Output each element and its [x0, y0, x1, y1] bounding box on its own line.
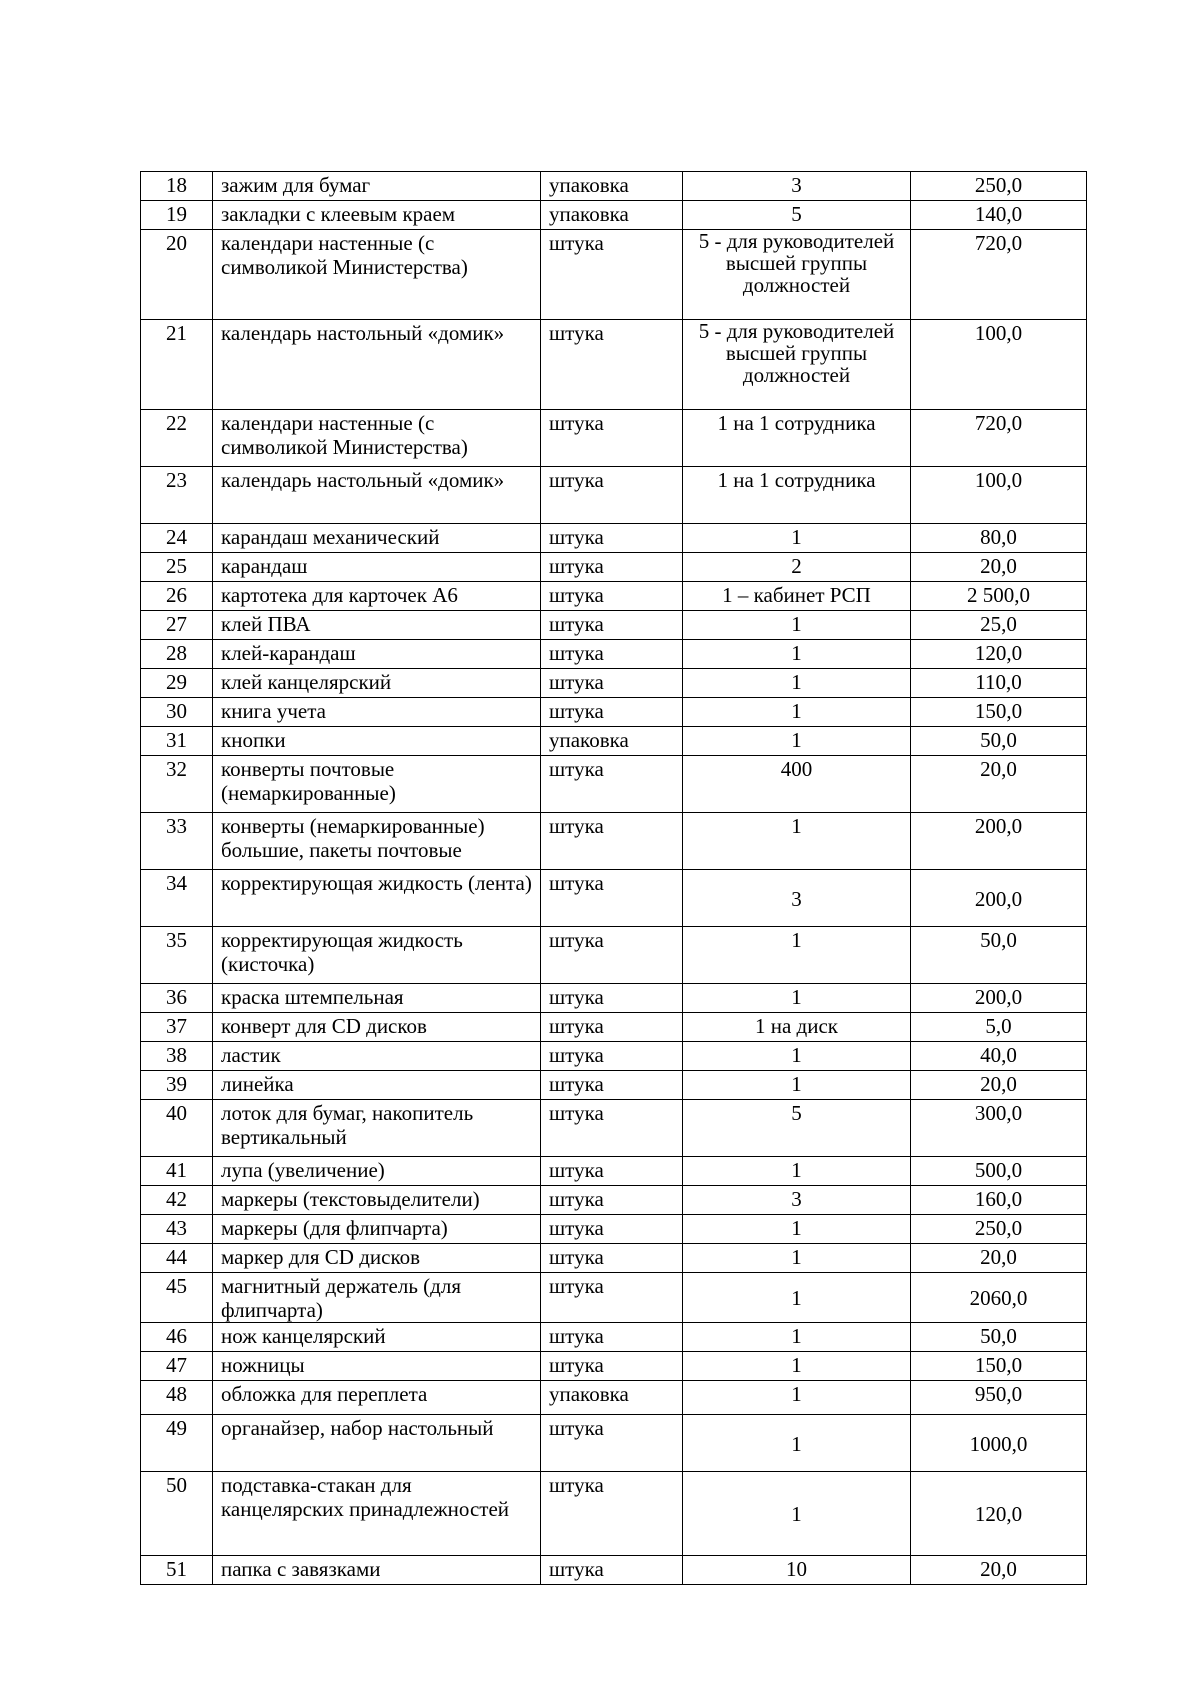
item-name-cell: маркеры (текстовыделители) — [213, 1186, 541, 1215]
item-name-cell: конверты (немаркированные) большие, пакеты почтовые — [213, 813, 541, 870]
row-number-cell: 47 — [141, 1352, 213, 1381]
item-name-cell: клей-карандаш — [213, 640, 541, 669]
price-cell: 80,0 — [911, 524, 1087, 553]
table-row — [141, 698, 1087, 727]
unit-of-measure-cell: штука — [541, 927, 683, 984]
quantity-cell: 1 — [683, 1323, 911, 1352]
row-number-cell: 26 — [141, 582, 213, 611]
price-cell: 950,0 — [911, 1381, 1087, 1415]
item-name-cell: календарь настольный «домик» — [213, 320, 541, 410]
item-name-cell: карандаш — [213, 553, 541, 582]
row-number-cell: 18 — [141, 172, 213, 201]
unit-of-measure-cell: штука — [541, 1157, 683, 1186]
table-row — [141, 611, 1087, 640]
item-name-cell: обложка для переплета — [213, 1381, 541, 1415]
quantity-cell: 1 — [683, 727, 911, 756]
unit-of-measure-cell: штука — [541, 1215, 683, 1244]
row-number-cell: 39 — [141, 1071, 213, 1100]
quantity-cell: 1 — [683, 1071, 911, 1100]
quantity-cell: 1 — [683, 669, 911, 698]
table-row — [141, 1323, 1087, 1352]
price-cell: 300,0 — [911, 1100, 1087, 1157]
row-number-cell: 25 — [141, 553, 213, 582]
price-cell: 250,0 — [911, 172, 1087, 201]
row-number-cell: 32 — [141, 756, 213, 813]
quantity-cell: 2 — [683, 553, 911, 582]
row-number-cell: 21 — [141, 320, 213, 410]
table-row — [141, 172, 1087, 201]
item-name-cell: ножницы — [213, 1352, 541, 1381]
quantity-cell: 1 — [683, 1244, 911, 1273]
price-cell: 250,0 — [911, 1215, 1087, 1244]
quantity-cell: 5 - для руководителей высшей группы должностей — [683, 320, 911, 410]
unit-of-measure-cell: штука — [541, 640, 683, 669]
row-number-cell: 33 — [141, 813, 213, 870]
unit-of-measure-cell: штука — [541, 1323, 683, 1352]
quantity-cell: 1 на 1 сотрудника — [683, 467, 911, 524]
quantity-cell: 3 — [683, 870, 911, 927]
item-name-cell: подставка-стакан для канцелярских принадлежностей — [213, 1472, 541, 1556]
table-row — [141, 1381, 1087, 1415]
item-name-cell: ластик — [213, 1042, 541, 1071]
unit-of-measure-cell: упаковка — [541, 727, 683, 756]
row-number-cell: 38 — [141, 1042, 213, 1071]
row-number-cell: 41 — [141, 1157, 213, 1186]
unit-of-measure-cell: упаковка — [541, 201, 683, 230]
item-name-cell: календари настенные (с символикой Министерства) — [213, 230, 541, 320]
row-number-cell: 46 — [141, 1323, 213, 1352]
price-cell: 100,0 — [911, 467, 1087, 524]
item-name-cell: корректирующая жидкость (кисточка) — [213, 927, 541, 984]
unit-of-measure-cell: штука — [541, 230, 683, 320]
price-cell: 140,0 — [911, 201, 1087, 230]
quantity-cell: 1 — [683, 1215, 911, 1244]
item-name-cell: маркер для CD дисков — [213, 1244, 541, 1273]
unit-of-measure-cell: штука — [541, 1273, 683, 1323]
price-cell: 160,0 — [911, 1186, 1087, 1215]
row-number-cell: 43 — [141, 1215, 213, 1244]
price-cell: 50,0 — [911, 927, 1087, 984]
price-cell: 2060,0 — [911, 1273, 1087, 1323]
quantity-cell: 5 — [683, 1100, 911, 1157]
item-name-cell: конверт для CD дисков — [213, 1013, 541, 1042]
price-cell: 150,0 — [911, 698, 1087, 727]
supplies-table-body — [141, 172, 1087, 1585]
table-row — [141, 927, 1087, 984]
quantity-cell: 3 — [683, 1186, 911, 1215]
table-row — [141, 1244, 1087, 1273]
row-number-cell: 24 — [141, 524, 213, 553]
table-row — [141, 320, 1087, 410]
price-cell: 40,0 — [911, 1042, 1087, 1071]
row-number-cell: 40 — [141, 1100, 213, 1157]
table-row — [141, 410, 1087, 467]
table-row — [141, 640, 1087, 669]
quantity-cell: 1 — [683, 813, 911, 870]
table-row — [141, 1273, 1087, 1323]
price-cell: 200,0 — [911, 870, 1087, 927]
table-row — [141, 813, 1087, 870]
item-name-cell: папка с завязками — [213, 1556, 541, 1585]
item-name-cell: клей канцелярский — [213, 669, 541, 698]
quantity-cell: 1 на диск — [683, 1013, 911, 1042]
table-row — [141, 230, 1087, 320]
unit-of-measure-cell: штука — [541, 553, 683, 582]
quantity-cell: 3 — [683, 172, 911, 201]
item-name-cell: закладки с клеевым краем — [213, 201, 541, 230]
quantity-cell: 1 — [683, 1352, 911, 1381]
quantity-cell: 1 — [683, 1273, 911, 1323]
row-number-cell: 19 — [141, 201, 213, 230]
unit-of-measure-cell: штука — [541, 870, 683, 927]
unit-of-measure-cell: штука — [541, 1042, 683, 1071]
quantity-cell: 1 — [683, 611, 911, 640]
row-number-cell: 31 — [141, 727, 213, 756]
quantity-cell: 1 — [683, 1157, 911, 1186]
item-name-cell: зажим для бумаг — [213, 172, 541, 201]
table-row — [141, 1415, 1087, 1472]
item-name-cell: карандаш механический — [213, 524, 541, 553]
price-cell: 2 500,0 — [911, 582, 1087, 611]
quantity-cell: 1 — [683, 524, 911, 553]
supplies-table — [140, 171, 1087, 1585]
row-number-cell: 44 — [141, 1244, 213, 1273]
row-number-cell: 51 — [141, 1556, 213, 1585]
row-number-cell: 37 — [141, 1013, 213, 1042]
unit-of-measure-cell: штука — [541, 524, 683, 553]
unit-of-measure-cell: штука — [541, 1100, 683, 1157]
item-name-cell: линейка — [213, 1071, 541, 1100]
item-name-cell: кнопки — [213, 727, 541, 756]
table-row — [141, 1157, 1087, 1186]
row-number-cell: 49 — [141, 1415, 213, 1472]
table-row — [141, 1352, 1087, 1381]
row-number-cell: 42 — [141, 1186, 213, 1215]
item-name-cell: магнитный держатель (для флипчарта) — [213, 1273, 541, 1323]
table-row — [141, 756, 1087, 813]
table-row — [141, 727, 1087, 756]
unit-of-measure-cell: штука — [541, 410, 683, 467]
row-number-cell: 34 — [141, 870, 213, 927]
unit-of-measure-cell: штука — [541, 984, 683, 1013]
unit-of-measure-cell: штука — [541, 611, 683, 640]
table-row — [141, 669, 1087, 698]
unit-of-measure-cell: штука — [541, 1415, 683, 1472]
unit-of-measure-cell: штука — [541, 669, 683, 698]
price-cell: 110,0 — [911, 669, 1087, 698]
table-row — [141, 1215, 1087, 1244]
unit-of-measure-cell: упаковка — [541, 172, 683, 201]
quantity-cell: 1 на 1 сотрудника — [683, 410, 911, 467]
unit-of-measure-cell: штука — [541, 813, 683, 870]
quantity-cell: 10 — [683, 1556, 911, 1585]
table-row — [141, 1013, 1087, 1042]
unit-of-measure-cell: штука — [541, 1472, 683, 1556]
item-name-cell: нож канцелярский — [213, 1323, 541, 1352]
table-row — [141, 984, 1087, 1013]
unit-of-measure-cell: штука — [541, 1071, 683, 1100]
price-cell: 20,0 — [911, 1071, 1087, 1100]
quantity-cell: 5 — [683, 201, 911, 230]
row-number-cell: 28 — [141, 640, 213, 669]
quantity-cell: 1 — [683, 1415, 911, 1472]
quantity-cell: 1 — [683, 984, 911, 1013]
table-row — [141, 1556, 1087, 1585]
row-number-cell: 22 — [141, 410, 213, 467]
row-number-cell: 48 — [141, 1381, 213, 1415]
price-cell: 5,0 — [911, 1013, 1087, 1042]
unit-of-measure-cell: штука — [541, 698, 683, 727]
quantity-cell: 1 – кабинет РСП — [683, 582, 911, 611]
unit-of-measure-cell: штука — [541, 320, 683, 410]
unit-of-measure-cell: штука — [541, 1186, 683, 1215]
quantity-cell: 1 — [683, 698, 911, 727]
price-cell: 120,0 — [911, 1472, 1087, 1556]
row-number-cell: 36 — [141, 984, 213, 1013]
quantity-cell: 1 — [683, 1472, 911, 1556]
row-number-cell: 29 — [141, 669, 213, 698]
quantity-cell: 1 — [683, 640, 911, 669]
item-name-cell: календари настенные (с символикой Министерства) — [213, 410, 541, 467]
row-number-cell: 30 — [141, 698, 213, 727]
price-cell: 20,0 — [911, 1556, 1087, 1585]
unit-of-measure-cell: штука — [541, 467, 683, 524]
price-cell: 100,0 — [911, 320, 1087, 410]
price-cell: 1000,0 — [911, 1415, 1087, 1472]
table-row — [141, 201, 1087, 230]
price-cell: 50,0 — [911, 1323, 1087, 1352]
item-name-cell: картотека для карточек А6 — [213, 582, 541, 611]
item-name-cell: лупа (увеличение) — [213, 1157, 541, 1186]
item-name-cell: лоток для бумаг, накопитель вертикальный — [213, 1100, 541, 1157]
table-row — [141, 582, 1087, 611]
row-number-cell: 50 — [141, 1472, 213, 1556]
item-name-cell: маркеры (для флипчарта) — [213, 1215, 541, 1244]
item-name-cell: конверты почтовые (немаркированные) — [213, 756, 541, 813]
table-row — [141, 524, 1087, 553]
row-number-cell: 23 — [141, 467, 213, 524]
item-name-cell: клей ПВА — [213, 611, 541, 640]
unit-of-measure-cell: штука — [541, 1244, 683, 1273]
row-number-cell: 20 — [141, 230, 213, 320]
price-cell: 200,0 — [911, 813, 1087, 870]
item-name-cell: краска штемпельная — [213, 984, 541, 1013]
item-name-cell: органайзер, набор настольный — [213, 1415, 541, 1472]
price-cell: 25,0 — [911, 611, 1087, 640]
table-row — [141, 1186, 1087, 1215]
unit-of-measure-cell: штука — [541, 1352, 683, 1381]
table-row — [141, 870, 1087, 927]
row-number-cell: 45 — [141, 1273, 213, 1323]
quantity-cell: 1 — [683, 927, 911, 984]
table-row — [141, 467, 1087, 524]
table-row — [141, 1071, 1087, 1100]
table-row — [141, 1042, 1087, 1071]
unit-of-measure-cell: штука — [541, 756, 683, 813]
price-cell: 500,0 — [911, 1157, 1087, 1186]
unit-of-measure-cell: штука — [541, 582, 683, 611]
quantity-cell: 5 - для руководителей высшей группы должностей — [683, 230, 911, 320]
item-name-cell: книга учета — [213, 698, 541, 727]
row-number-cell: 35 — [141, 927, 213, 984]
unit-of-measure-cell: штука — [541, 1013, 683, 1042]
table-row — [141, 553, 1087, 582]
quantity-cell: 400 — [683, 756, 911, 813]
price-cell: 20,0 — [911, 1244, 1087, 1273]
row-number-cell: 27 — [141, 611, 213, 640]
price-cell: 120,0 — [911, 640, 1087, 669]
item-name-cell: корректирующая жидкость (лента) — [213, 870, 541, 927]
table-row — [141, 1472, 1087, 1556]
price-cell: 20,0 — [911, 553, 1087, 582]
price-cell: 720,0 — [911, 230, 1087, 320]
item-name-cell: календарь настольный «домик» — [213, 467, 541, 524]
price-cell: 200,0 — [911, 984, 1087, 1013]
price-cell: 20,0 — [911, 756, 1087, 813]
table-row — [141, 1100, 1087, 1157]
quantity-cell: 1 — [683, 1381, 911, 1415]
price-cell: 720,0 — [911, 410, 1087, 467]
unit-of-measure-cell: штука — [541, 1556, 683, 1585]
price-cell: 150,0 — [911, 1352, 1087, 1381]
unit-of-measure-cell: упаковка — [541, 1381, 683, 1415]
price-cell: 50,0 — [911, 727, 1087, 756]
quantity-cell: 1 — [683, 1042, 911, 1071]
